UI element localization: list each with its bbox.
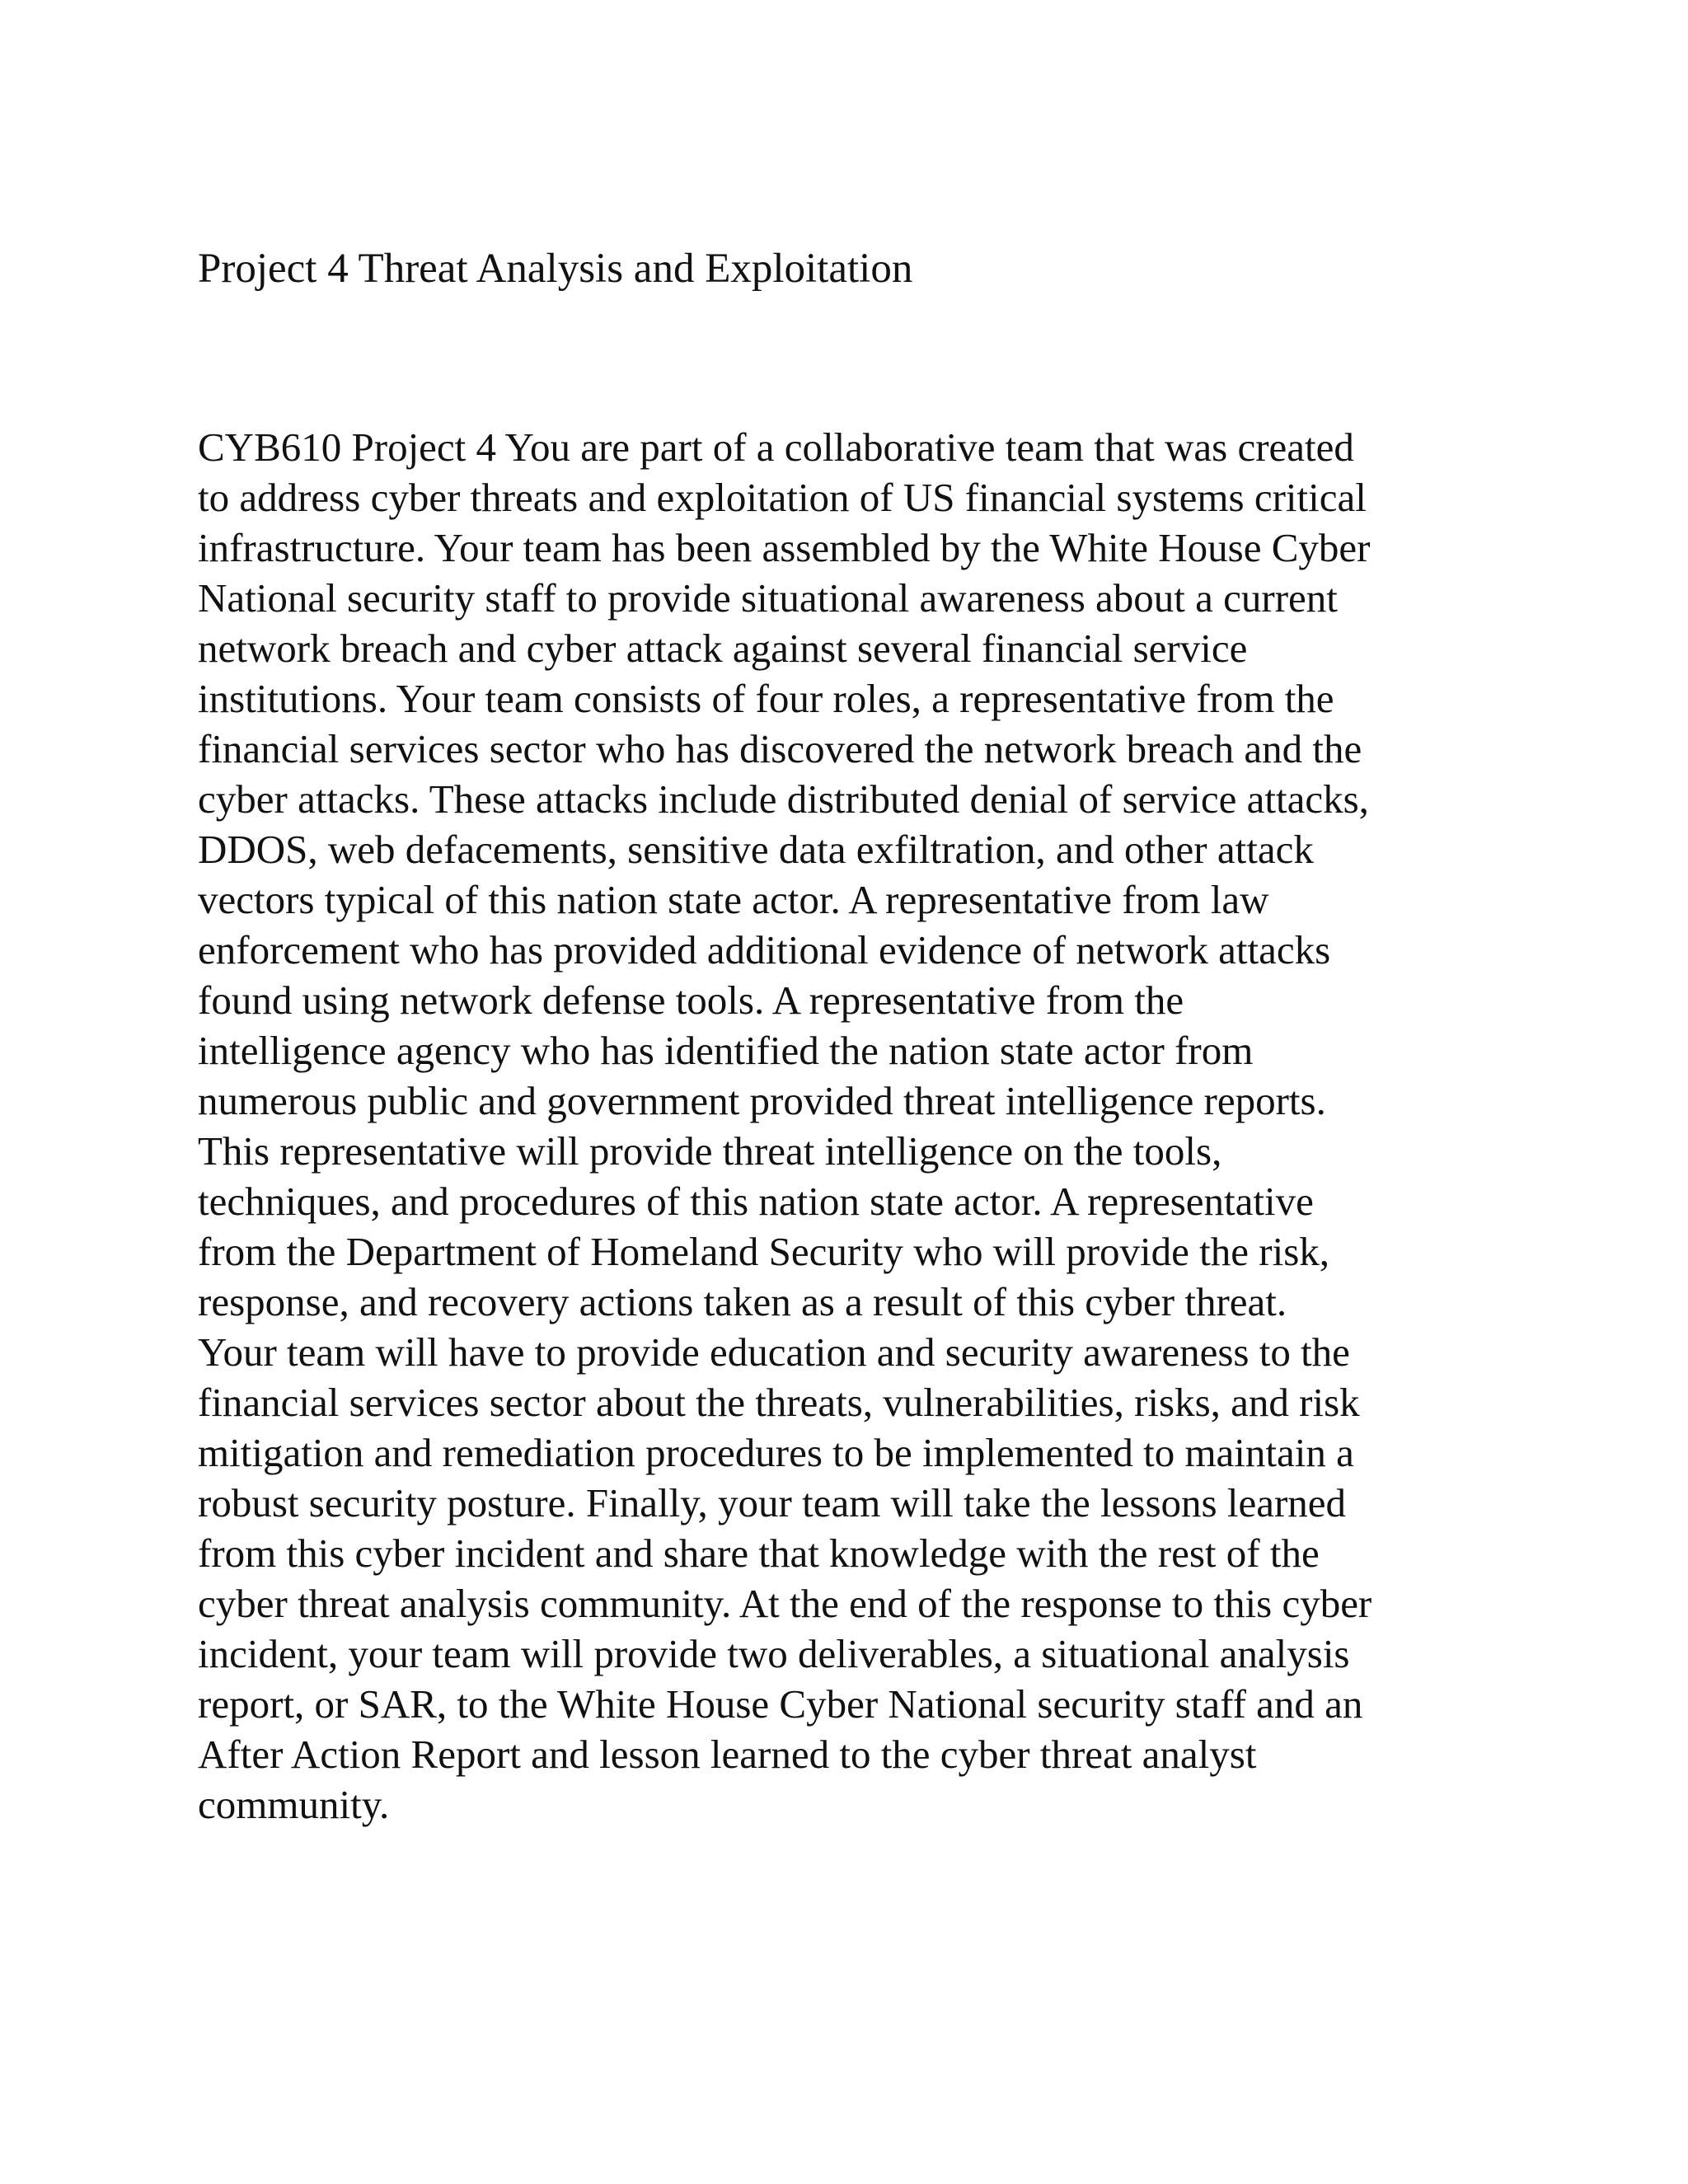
paragraph-line: response, and recovery actions taken as a result of this cyber threat. <box>198 1279 1287 1324</box>
paragraph-line: from the Department of Homeland Security who will provide the risk, <box>198 1229 1330 1274</box>
paragraph-line: cyber attacks. These attacks include distributed denial of service attacks, <box>198 776 1369 822</box>
paragraph-line: vectors typical of this nation state actor. A representative from law <box>198 877 1269 922</box>
paragraph-line: DDOS, web defacements, sensitive data exfiltration, and other attack <box>198 827 1314 872</box>
paragraph-line: mitigation and remediation procedures to be implemented to maintain a <box>198 1430 1354 1475</box>
paragraph-line: incident, your team will provide two deliverables, a situational analysis <box>198 1631 1350 1676</box>
paragraph-line: report, or SAR, to the White House Cyber National security staff and an <box>198 1681 1363 1727</box>
paragraph-line: After Action Report and lesson learned to the cyber threat analyst <box>198 1732 1257 1777</box>
paragraph-line: found using network defense tools. A representative from the <box>198 977 1184 1023</box>
paragraph-line: enforcement who has provided additional evidence of network attacks <box>198 927 1331 972</box>
paragraph-line: National security staff to provide situational awareness about a current <box>198 575 1338 621</box>
paragraph-line: institutions. Your team consists of four roles, a representative from the <box>198 676 1334 721</box>
paragraph-line: community. <box>198 1782 390 1827</box>
paragraph-line: network breach and cyber attack against several financial service <box>198 626 1248 671</box>
paragraph-line: techniques, and procedures of this nation state actor. A representative <box>198 1179 1314 1224</box>
paragraph-line: to address cyber threats and exploitation of US financial systems critical <box>198 475 1367 520</box>
paragraph-line: financial services sector about the threats, vulnerabilities, risks, and risk <box>198 1380 1360 1425</box>
paragraph-line: numerous public and government provided threat intelligence reports. <box>198 1078 1326 1123</box>
paragraph-line: intelligence agency who has identified the nation state actor from <box>198 1028 1254 1073</box>
paragraph-line: This representative will provide threat intelligence on the tools, <box>198 1128 1222 1174</box>
paragraph-line: robust security posture. Finally, your team will take the lessons learned <box>198 1480 1347 1526</box>
paragraph-line: infrastructure. Your team has been assembled by the White House Cyber <box>198 525 1371 570</box>
paragraph-line: financial services sector who has discovered the network breach and the <box>198 726 1362 771</box>
body-paragraph <box>198 422 1533 1830</box>
paragraph-line: from this cyber incident and share that knowledge with the rest of the <box>198 1530 1320 1576</box>
document-title: Project 4 Threat Analysis and Exploitation <box>198 246 913 292</box>
paragraph-line: Your team will have to provide education and security awareness to the <box>198 1329 1350 1375</box>
paragraph-line: cyber threat analysis community. At the end of the response to this cyber <box>198 1581 1372 1626</box>
paragraph-line: CYB610 Project 4 You are part of a collaborative team that was created <box>198 424 1354 470</box>
